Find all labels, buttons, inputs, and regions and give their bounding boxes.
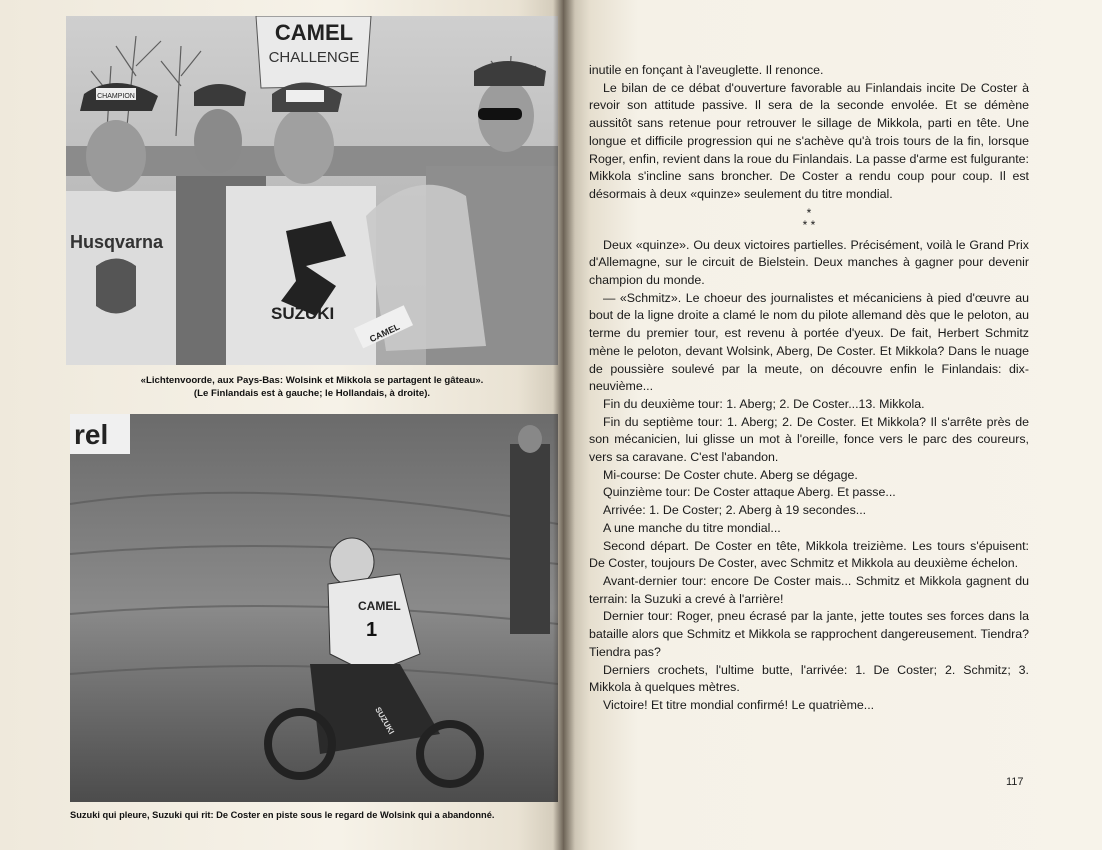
paragraph: Deux «quinze». Ou deux victoires partielles. Précisément, voilà le Grand Prix d'Allemagne, sur le circuit de Bielstein. Deux manches à gagner pour devenir champion du monde. bbox=[589, 237, 1029, 288]
bike-brand: SUZUKI bbox=[373, 705, 396, 736]
podium-photo bbox=[66, 16, 558, 365]
paragraph: A une manche du titre mondial... bbox=[603, 520, 781, 535]
bib-number: 1 bbox=[366, 619, 378, 641]
page-number: 117 bbox=[1006, 776, 1024, 788]
section-break bbox=[589, 207, 1029, 231]
photo1-caption-line2: (Le Finlandais est à gauche; le Hollandais, à droite). bbox=[193, 388, 431, 399]
photo1-caption-line1: «Lichtenvoorde, aux Pays-Bas: Wolsink et Mikkola se partagent le gâteau». bbox=[140, 375, 484, 386]
banner-brand: CAMEL bbox=[274, 20, 354, 45]
race-photo bbox=[70, 414, 558, 802]
shirt-husqvarna: Husqvarna bbox=[70, 232, 164, 252]
paragraph: Le bilan de ce débat d'ouverture favorable au Finlandais incite De Coster à revoir son attitude passive. Il sera de la seconde envolée. Et se démène aussitôt sans retenue pour retrouver le sillage de Mikkola, parti en tête. Une longue et difficile progression qui ne s'achève qu'à trois tours de la fin, lorsque Roger, enfin, revient dans la roue du Finlandais. La passe d'arme est fulgurante: Mikkola s'incline sans broncher. De Coster a rendu coup pour coup. Il est désormais à deux «quinze» seulement du titre mondial. bbox=[589, 80, 1029, 201]
section-break-star-top: * bbox=[806, 205, 812, 220]
paragraph: Mi-course: De Coster chute. Aberg se dégage. bbox=[603, 467, 858, 482]
paragraph: Fin du septième tour: 1. Aberg; 2. De Coster. Et Mikkola? Il s'arrête près de son mécanicien, lui glisse un mot à l'oreille, fonce vers le parc des coureurs, vers sa caravane. C'est l'abandon. bbox=[589, 414, 1029, 465]
track-sign: rel bbox=[74, 419, 109, 450]
paragraph: Quinzième tour: De Coster attaque Aberg. Et passe... bbox=[603, 485, 896, 500]
bib-brand: CAMEL bbox=[358, 599, 401, 613]
shirt-suzuki: SUZUKI bbox=[271, 304, 335, 323]
cap-brand-1: CHAMPION bbox=[97, 93, 135, 100]
paragraph: Avant-dernier tour: encore De Coster mais... Schmitz et Mikkola gagnent du terrain: la Suzuki a crevé à l'arrière! bbox=[589, 573, 1029, 606]
body-text bbox=[589, 62, 1029, 715]
paragraph: inutile en fonçant à l'aveuglette. Il renonce. bbox=[589, 63, 824, 77]
paragraph: Arrivée: 1. De Coster; 2. Aberg à 19 secondes... bbox=[603, 503, 867, 518]
section-break-star-bottom: * * bbox=[802, 217, 816, 232]
book-gutter bbox=[553, 0, 575, 850]
bag-camel: CAMEL bbox=[368, 321, 402, 345]
paragraph: — «Schmitz». Le choeur des journalistes et mécaniciens à pied d'œuvre au bout de la ligne droite a clamé le nom du pilote allemand dès que le peloton, au terme du premier tour, est revenu à portée d'yeux. De fait, Herbert Schmitz mène le peloton, devant Wolsink, Aberg, De Coster. Et Mikkola? Dans le nuage de poussière soulevé par la meute, on découvre enfin le Finlandais: dix-neuvième... bbox=[589, 290, 1029, 394]
paragraph: Second départ. De Coster en tête, Mikkola treizième. Les tours s'épuisent: De Coster, toujours De Coster, avec Schmitz et Mikkola au deuxième échelon. bbox=[589, 538, 1029, 571]
paragraph: Dernier tour: Roger, pneu écrasé par la jante, jette toutes ses forces dans la bataille alors que Schmitz et Mikkola se rapprochent dangereusement. Tiendra? Tiendra pas? bbox=[589, 609, 1029, 659]
banner-sub: CHALLENGE bbox=[268, 49, 360, 66]
photo2-caption: Suzuki qui pleure, Suzuki qui rit: De Coster en piste sous le regard de Wolsink qui a abandonné. bbox=[70, 810, 495, 820]
paragraph: Fin du deuxième tour: 1. Aberg; 2. De Coster...13. Mikkola. bbox=[603, 396, 925, 411]
photo1-caption bbox=[66, 374, 558, 400]
paragraph: Derniers crochets, l'ultime butte, l'arrivée: 1. De Coster; 2. Schmitz; 3. Mikkola à quelques mètres. bbox=[589, 662, 1029, 695]
paragraph: Victoire! Et titre mondial confirmé! Le quatrième... bbox=[603, 697, 875, 712]
